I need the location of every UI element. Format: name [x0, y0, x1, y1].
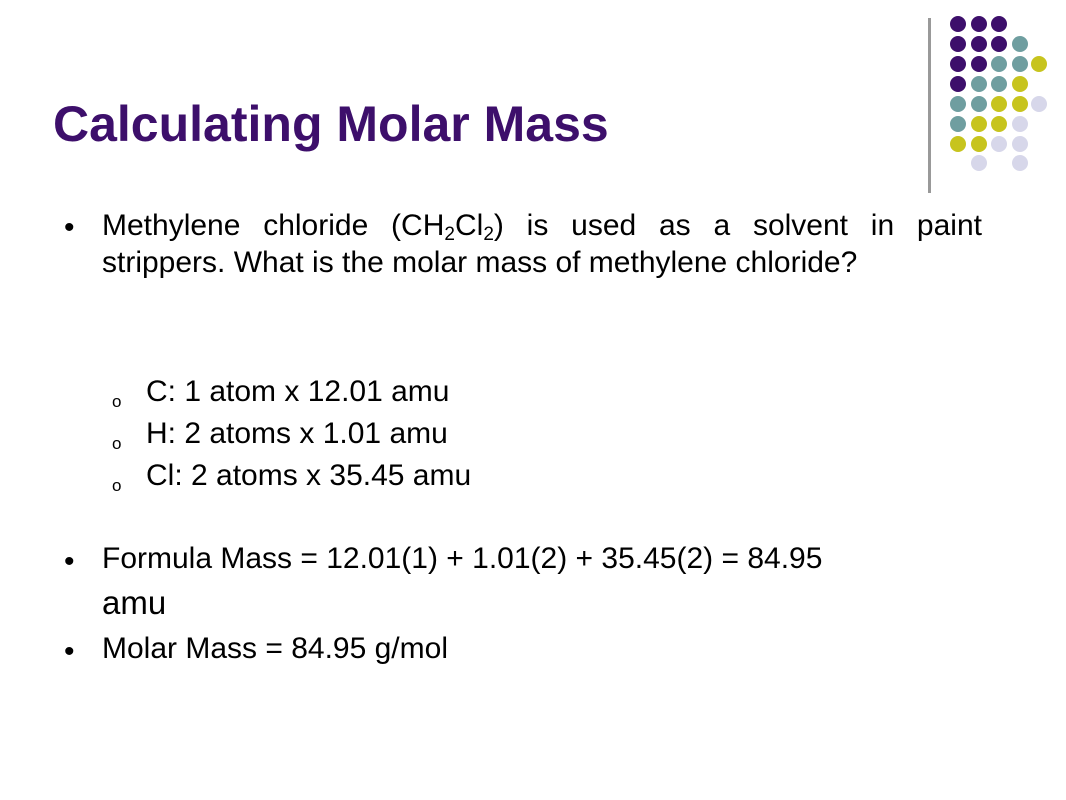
- decorative-dot: [950, 76, 966, 92]
- decorative-dot: [950, 116, 966, 132]
- decorative-dot: [971, 136, 987, 152]
- formula-mass-line: Formula Mass = 12.01(1) + 1.01(2) + 35.45(2) = 84.95: [102, 542, 823, 575]
- sub-bullet-marker: o: [112, 434, 122, 453]
- bullet-marker: •: [64, 211, 75, 244]
- slide-title: Calculating Molar Mass: [53, 96, 609, 152]
- molar-mass-line: Molar Mass = 84.95 g/mol: [102, 632, 448, 665]
- decorative-dot: [1012, 36, 1028, 52]
- decorative-dot: [1012, 116, 1028, 132]
- decorative-dot: [971, 155, 987, 171]
- subscript-cl: 2: [483, 224, 494, 245]
- decorative-dot: [991, 116, 1007, 132]
- decorative-dot: [971, 16, 987, 32]
- decorative-dot: [991, 76, 1007, 92]
- sub-bullet-marker: o: [112, 476, 122, 495]
- decorative-dot: [991, 16, 1007, 32]
- question-text-cl: Cl: [454, 209, 484, 242]
- decorative-dot: [950, 36, 966, 52]
- decorative-dot: [950, 96, 966, 112]
- formula-mass-unit: amu: [102, 584, 167, 621]
- decorative-dot: [971, 36, 987, 52]
- sub-item-carbon: C: 1 atom x 12.01 amu: [146, 375, 450, 408]
- bullet-marker: •: [64, 635, 75, 668]
- decorative-dot: [950, 136, 966, 152]
- question-text-start: Methylene chloride (CH: [102, 209, 445, 242]
- question-text-end: ) is used as a solvent in paint strippers. What is the molar mass of methylene chloride?: [102, 209, 982, 279]
- decorative-dot: [991, 136, 1007, 152]
- sub-item-hydrogen: H: 2 atoms x 1.01 amu: [146, 417, 448, 450]
- decorative-dot: [950, 16, 966, 32]
- decorative-dot: [971, 56, 987, 72]
- decorative-dot: [971, 96, 987, 112]
- decorative-dot: [1012, 96, 1028, 112]
- decorative-dot: [971, 76, 987, 92]
- bullet-marker: •: [64, 545, 75, 578]
- decorative-dot: [950, 56, 966, 72]
- decorative-dot: [991, 56, 1007, 72]
- subscript-h: 2: [444, 224, 455, 245]
- decorative-dot: [991, 36, 1007, 52]
- decorative-dot: [1031, 96, 1047, 112]
- decorative-dot: [1012, 136, 1028, 152]
- decorative-dot: [1012, 76, 1028, 92]
- decorative-dot: [1012, 155, 1028, 171]
- sub-item-chlorine: Cl: 2 atoms x 35.45 amu: [146, 459, 472, 492]
- decorative-dot: [991, 96, 1007, 112]
- sub-bullet-marker: o: [112, 392, 122, 411]
- decorative-dot: [1031, 56, 1047, 72]
- decorative-dot: [1012, 56, 1028, 72]
- decorative-divider: [928, 18, 931, 193]
- decorative-dot: [971, 116, 987, 132]
- bullet-question: [102, 208, 982, 281]
